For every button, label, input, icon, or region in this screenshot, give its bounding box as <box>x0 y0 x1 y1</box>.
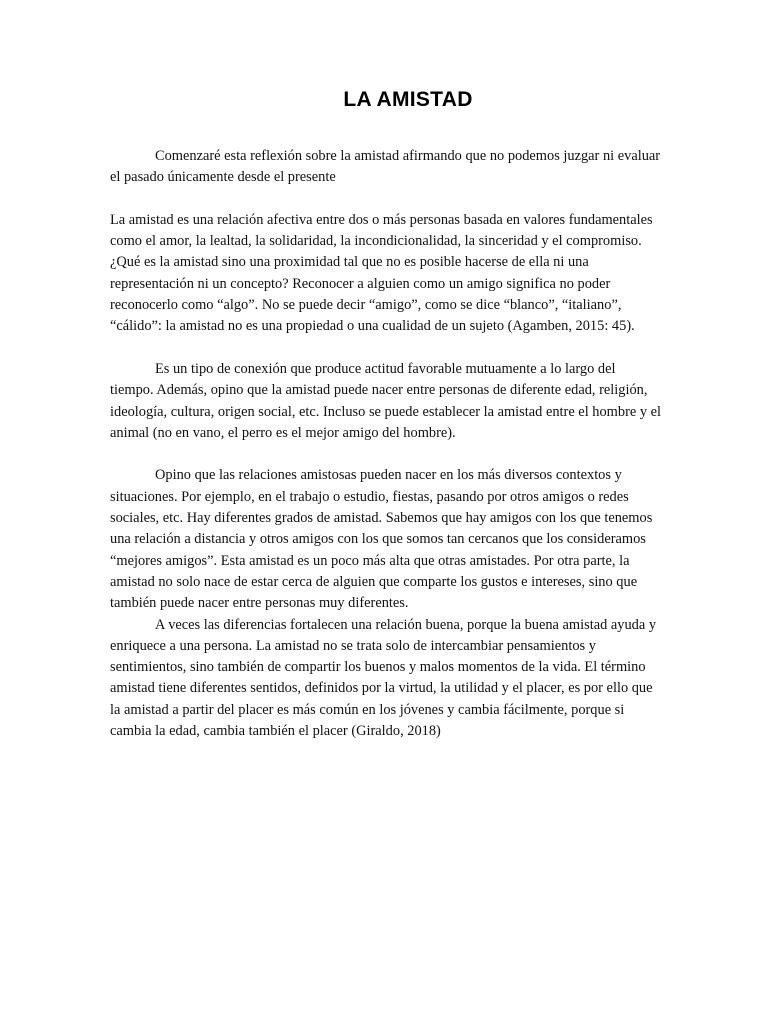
paragraph-gap <box>110 444 662 465</box>
paragraph-intro: Comenzaré esta reflexión sobre la amistad afirmando que no podemos juzgar ni evaluar el pasado únicamente desde el presente <box>110 148 661 186</box>
paragraph-gap <box>110 338 662 359</box>
document-title: LA AMISTAD <box>343 88 473 111</box>
paragraph-contexts: Opino que las relaciones amistosas pueden nacer en los más diversos contextos y situaciones. Por ejemplo, en el trabajo o estudio, fiestas, pasando por otros amigos o redes sociales, etc. Hay diferentes grados de amistad. Sabemos que hay amigos con los que tenemos una relación a distancia y otros amigos con los que somos tan cercanos que los consideramos “mejores amigos”. Esta amistad es un poco más alta que otras amistades. Por otra parte, la amistad no solo nace de estar cerca de alguien que comparte los gustos e intereses, sino que también puede nacer entre personas muy diferentes. <box>110 467 653 612</box>
document-body <box>110 146 662 742</box>
paragraph-differences: A veces las diferencias fortalecen una relación buena, porque la buena amistad ayuda y enriquece a una persona. La amistad no se trata solo de intercambiar pensamientos y sentimientos, sino también de compartir los buenos y malos momentos de la vida. El término amistad tiene diferentes sentidos, definidos por la virtud, la utilidad y el placer, es por ello que la amistad a partir del placer es más común en los jóvenes y cambia fácilmente, porque si cambia la edad, cambia también el placer (Giraldo, 2018) <box>110 616 657 740</box>
paragraph-definition: La amistad es una relación afectiva entre dos o más personas basada en valores fundamentales como el amor, la lealtad, la solidaridad, la incondicionalidad, la sinceridad y el compromiso. ¿Qué es la amistad sino una proximidad tal que no es posible hacerse de ella ni una representación ni un concepto? Reconocer a alguien como un amigo significa no poder reconocerlo como “algo”. No se puede decir “amigo”, como se dice “blanco”, “italiano”, “cálido”: la amistad no es una propiedad o una cualidad de un sujeto (Agamben, 2015: 45). <box>110 211 653 335</box>
paragraph-gap <box>110 189 662 210</box>
paragraph-connection: Es un tipo de conexión que produce actitud favorable mutuamente a lo largo del tiempo. Además, opino que la amistad puede nacer entre personas de diferente edad, religión, ideología, cultura, origen social, etc. Incluso se puede establecer la amistad entre el hombre y el animal (no en vano, el perro es el mejor amigo del hombre). <box>110 360 662 441</box>
